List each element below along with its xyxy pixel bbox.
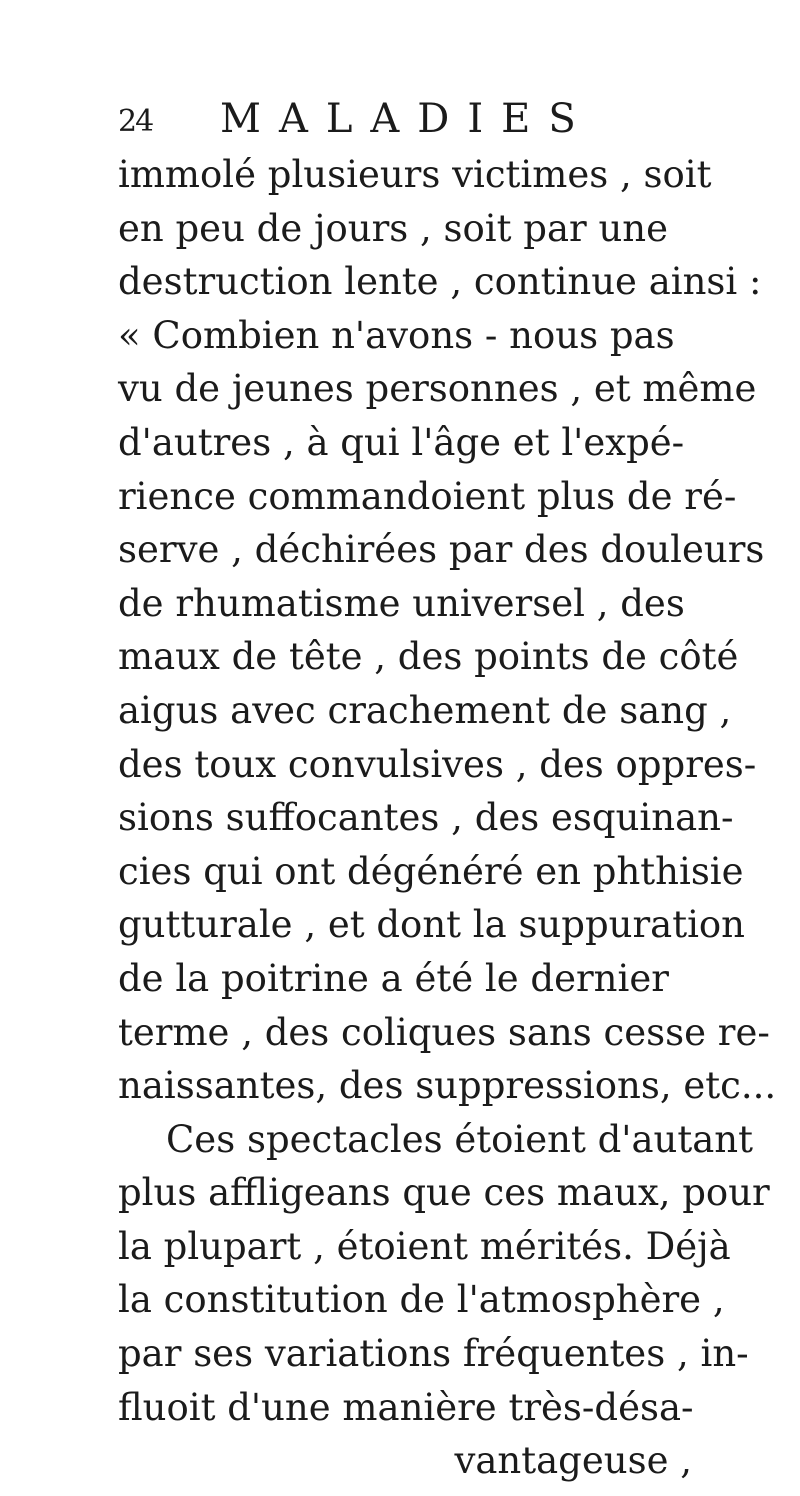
text-line: naissantes, des suppressions, etc... [118, 1064, 777, 1108]
text-line: d'autres , à qui l'âge et l'expé- [118, 420, 685, 464]
running-title: MALADIES [220, 96, 594, 142]
text-line: fluoit d'une manière très-désa- [118, 1385, 694, 1429]
text-line: plus affligeans que ces maux, pour [118, 1171, 770, 1215]
catchword: vantageuse , [454, 1439, 692, 1483]
text-line: aigus avec crachement de sang , [118, 688, 732, 732]
text-line: destruction lente , continue ainsi : [118, 260, 762, 304]
body-text [118, 148, 777, 1488]
text-line: des toux convulsives , des oppres- [118, 742, 757, 786]
text-line: par ses variations fréquentes , in- [118, 1332, 749, 1376]
text-line: terme , des coliques sans cesse re- [118, 1010, 770, 1054]
text-line: maux de tête , des points de côté [118, 635, 739, 679]
text-line: gutturale , et dont la suppuration [118, 903, 746, 947]
page-number: 24 [118, 104, 153, 139]
text-line: de la poitrine a été le dernier [118, 956, 669, 1000]
text-line: de rhumatisme universel , des [118, 581, 685, 625]
text-line: sions suffocantes , des esquinan- [118, 796, 734, 840]
text-line: immolé plusieurs victimes , soit [118, 153, 712, 196]
paragraph-start-line: Ces spectacles étoient d'autant [166, 1117, 753, 1161]
text-line: cies qui ont dégénéré en phthisie [118, 849, 744, 893]
text-line: la constitution de l'atmosphère , [118, 1278, 725, 1322]
page-header [118, 96, 678, 150]
text-line: rience commandoient plus de ré- [118, 474, 737, 518]
text-line: en peu de jours , soit par une [118, 206, 669, 250]
text-line: « Combien n'avons - nous pas [118, 313, 675, 357]
text-line: la plupart , étoient mérités. Déjà [118, 1224, 731, 1268]
text-line: serve , déchirées par des douleurs [118, 528, 765, 572]
text-line: vu de jeunes personnes , et même [118, 367, 757, 411]
